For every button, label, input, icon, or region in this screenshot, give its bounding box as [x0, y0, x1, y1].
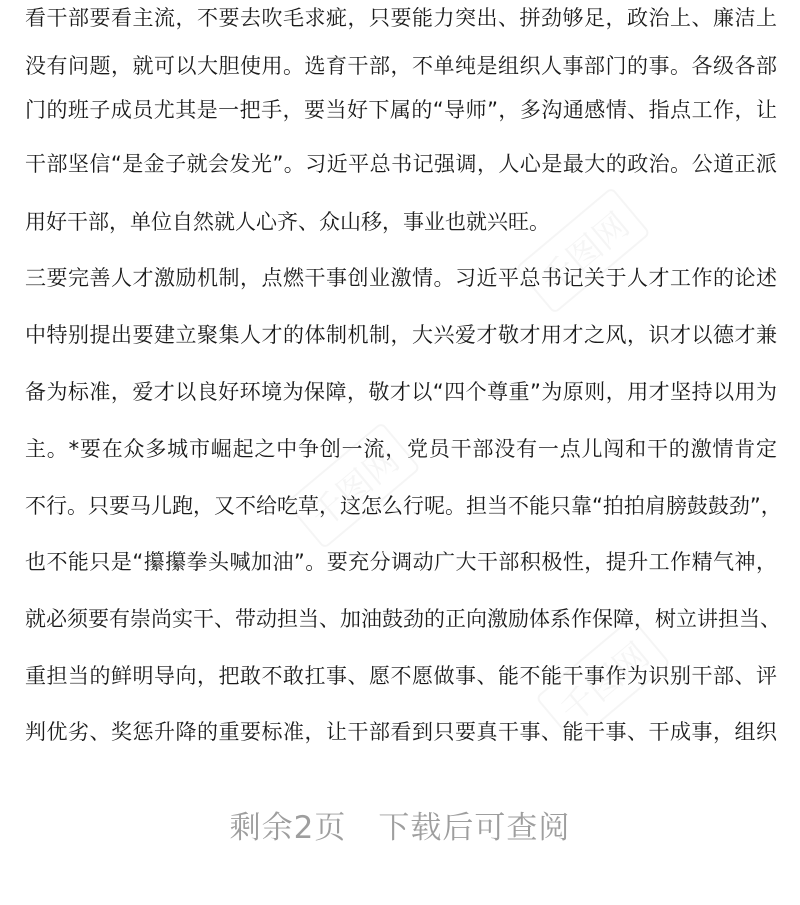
text-line: 干部坚信“是金子就会发光”。习近平总书记强调，人心是最大的政治。公道正派: [25, 152, 777, 176]
text-line: 用好干部，单位自然就人心齐、众山移，事业也就兴旺。: [25, 210, 550, 234]
text-line: 也不能只是“攥攥拳头喊加油”。要充分调动广大干部积极性，提升工作精气神，: [25, 550, 777, 574]
text-line: 重担当的鲜明导向，把敢不敢扛事、愿不愿做事、能不能干事作为识别干部、评: [25, 664, 777, 688]
text-line: 看干部要看主流，不要去吹毛求疵，只要能力突出、拼劲够足，政治上、廉洁上: [25, 6, 777, 30]
text-line: 三要完善人才激励机制，点燃干事创业激情。习近平总书记关于人才工作的论述: [25, 266, 777, 290]
text-line: 就必须要有崇尚实干、带动担当、加油鼓劲的正向激励体系作保障，树立讲担当、: [25, 607, 781, 631]
text-line: 备为标准，爱才以良好环境为保障，敬才以“四个尊重”为原则，用才坚持以用为: [25, 380, 777, 404]
watermark: 千图网: [515, 187, 651, 315]
watermark: 千图网: [285, 422, 421, 550]
text-line: 主。*要在众多城市崛起之中争创一流，党员干部没有一点儿闯和干的激情肯定: [25, 437, 777, 461]
text-line: 没有问题，就可以大胆使用。选育干部，不单纯是组织人事部门的事。各级各部: [25, 54, 777, 78]
text-line: 判优劣、奖惩升降的重要标准，让干部看到只要真干事、能干事、干成事，组织: [25, 720, 777, 744]
watermark: 千图网: [535, 617, 671, 745]
remaining-pages-notice[interactable]: 剩余2页 下载后可查阅: [229, 810, 571, 846]
text-line: 不行。只要马儿跑，又不给吃草，这怎么行呢。担当不能只靠“拍拍肩膀鼓鼓劲”，: [25, 494, 782, 518]
text-line: 门的班子成员尤其是一把手，要当好下属的“导师”，多沟通感情、指点工作，让: [25, 98, 777, 122]
text-line: 中特别提出要建立聚集人才的体制机制，大兴爱才敬才用才之风，识才以德才兼: [25, 323, 777, 347]
